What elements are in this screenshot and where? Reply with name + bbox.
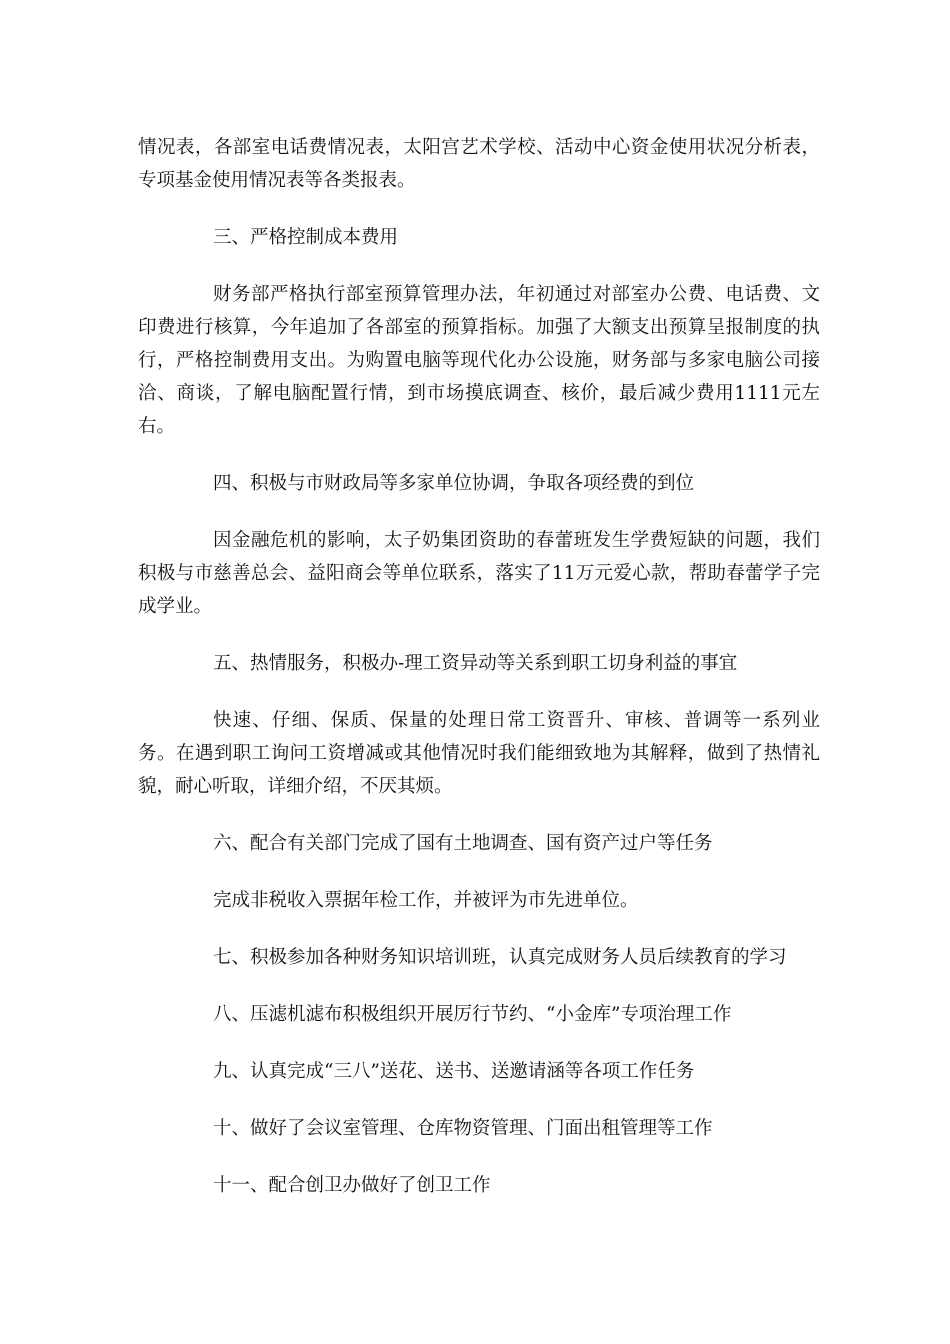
body-paragraph: 快速、仔细、保质、保量的处理日常工资晋升、审核、普调等一系列业务。在遇到职工询问工资增减或其他情况时我们能细致地为其解释，做到了热情礼貌，耐心听取，详细介绍，不厌其烦。 xyxy=(138,710,820,797)
document-body xyxy=(138,131,820,1202)
section-heading-10: 十、做好了会议室管理、仓库物资管理、门面出租管理等工作 xyxy=(213,1118,713,1139)
section-heading-8: 八、压滤机滤布积极组织开展厉行节约、“小金库”专项治理工作 xyxy=(213,1004,732,1025)
section-heading-3: 三、严格控制成本费用 xyxy=(213,227,399,248)
section-heading-9: 九、认真完成“三八”送花、送书、送邀请涵等各项工作任务 xyxy=(213,1061,695,1082)
section-heading-7: 七、积极参加各种财务知识培训班，认真完成财务人员后续教育的学习 xyxy=(213,947,787,968)
section-heading-5: 五、热情服务，积极办-理工资异动等关系到职工切身利益的事宜 xyxy=(213,653,738,674)
section-heading-6: 六、配合有关部门完成了国有土地调查、国有资产过户等任务 xyxy=(213,833,713,854)
body-paragraph: 因金融危机的影响，太子奶集团资助的春蕾班发生学费短缺的问题，我们积极与市慈善总会、益阳商会等单位联系，落实了11万元爱心款，帮助春蕾学子完成学业。 xyxy=(138,530,820,617)
body-paragraph: 情况表，各部室电话费情况表，太阳宫艺术学校、活动中心资金使用状况分析表，专项基金使用情况表等各类报表。 xyxy=(138,137,820,191)
section-heading-4: 四、积极与市财政局等多家单位协调，争取各项经费的到位 xyxy=(213,473,695,494)
section-heading-11: 十一、配合创卫办做好了创卫工作 xyxy=(213,1175,491,1196)
body-paragraph: 财务部严格执行部室预算管理办法，年初通过对部室办公费、电话费、文印费进行核算，今年追加了各部室的预算指标。加强了大额支出预算呈报制度的执行，严格控制费用支出。为购置电脑等现代化办公设施，财务部与多家电脑公司接洽、商谈，了解电脑配置行情，到市场摸底调查、核价，最后减少费用1111元左右。 xyxy=(138,284,820,437)
body-paragraph: 完成非税收入票据年检工作，并被评为市先进单位。 xyxy=(213,890,639,911)
